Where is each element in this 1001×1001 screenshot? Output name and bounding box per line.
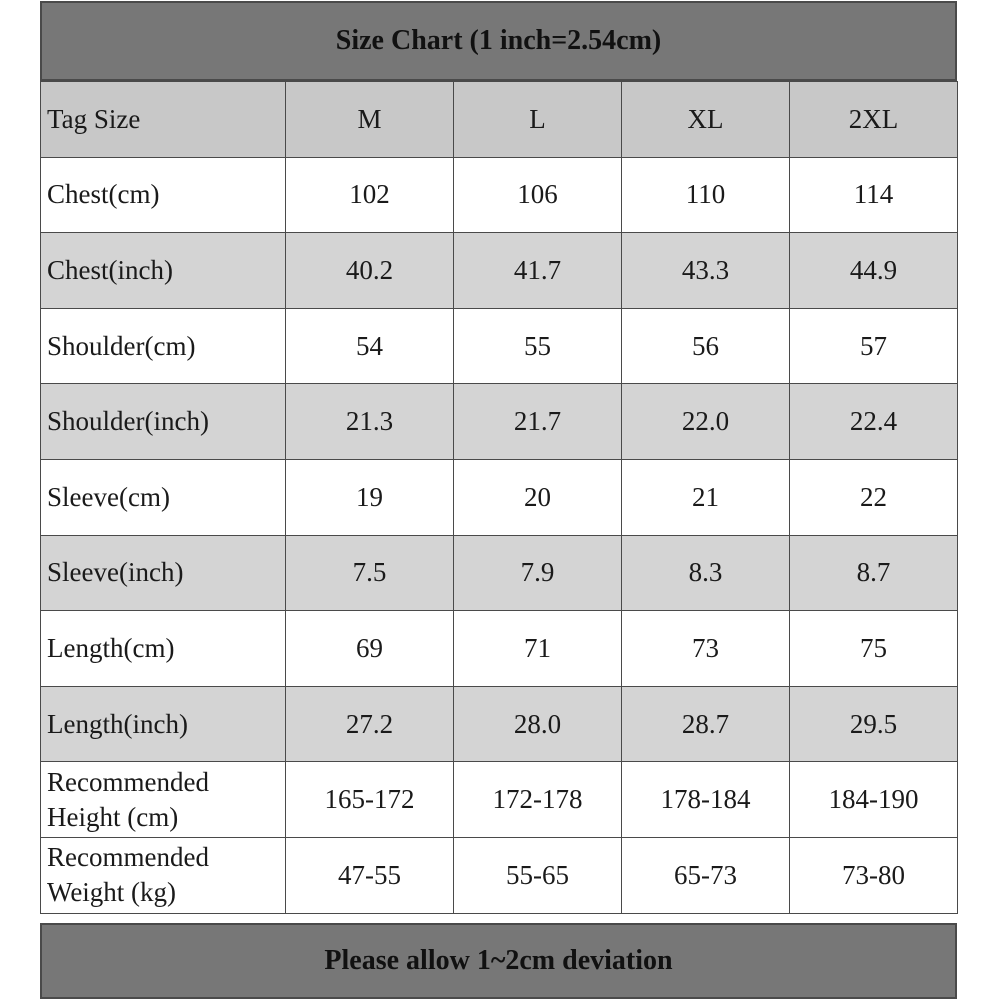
value-cell: 55-65 bbox=[454, 837, 622, 913]
value-cell: 21.7 bbox=[454, 384, 622, 460]
row-label: Length(inch) bbox=[41, 686, 286, 762]
value-cell: 54 bbox=[286, 308, 454, 384]
row-label: Chest(inch) bbox=[41, 233, 286, 309]
value-cell: 8.3 bbox=[622, 535, 790, 611]
row-label: Shoulder(inch) bbox=[41, 384, 286, 460]
value-cell: 29.5 bbox=[790, 686, 958, 762]
chart-title: Size Chart (1 inch=2.54cm) bbox=[40, 1, 957, 81]
row-label: Length(cm) bbox=[41, 611, 286, 687]
row-label: Chest(cm) bbox=[41, 157, 286, 233]
value-cell: 44.9 bbox=[790, 233, 958, 309]
value-cell: 47-55 bbox=[286, 837, 454, 913]
table-row bbox=[41, 384, 958, 460]
value-cell: 22.0 bbox=[622, 384, 790, 460]
size-chart bbox=[40, 1, 957, 999]
value-cell: 40.2 bbox=[286, 233, 454, 309]
value-cell: 43.3 bbox=[622, 233, 790, 309]
header-label-cell: Tag Size bbox=[41, 82, 286, 158]
value-cell: 165-172 bbox=[286, 762, 454, 838]
value-cell: 8.7 bbox=[790, 535, 958, 611]
value-cell: 172-178 bbox=[454, 762, 622, 838]
row-label: Sleeve(cm) bbox=[41, 459, 286, 535]
value-cell: 20 bbox=[454, 459, 622, 535]
size-header-cell: M bbox=[286, 82, 454, 158]
value-cell: 56 bbox=[622, 308, 790, 384]
size-header-cell: 2XL bbox=[790, 82, 958, 158]
value-cell: 102 bbox=[286, 157, 454, 233]
table-row bbox=[41, 308, 958, 384]
deviation-note: Please allow 1~2cm deviation bbox=[40, 923, 957, 999]
value-cell: 178-184 bbox=[622, 762, 790, 838]
value-cell: 110 bbox=[622, 157, 790, 233]
header-row bbox=[41, 82, 958, 158]
value-cell: 71 bbox=[454, 611, 622, 687]
row-label: Recommended Weight (kg) bbox=[41, 837, 286, 913]
table-row bbox=[41, 611, 958, 687]
table-row bbox=[41, 837, 958, 913]
value-cell: 19 bbox=[286, 459, 454, 535]
value-cell: 106 bbox=[454, 157, 622, 233]
value-cell: 55 bbox=[454, 308, 622, 384]
size-header-cell: L bbox=[454, 82, 622, 158]
value-cell: 75 bbox=[790, 611, 958, 687]
table-row bbox=[41, 233, 958, 309]
table-row bbox=[41, 686, 958, 762]
value-cell: 28.0 bbox=[454, 686, 622, 762]
size-table bbox=[40, 81, 958, 914]
value-cell: 22.4 bbox=[790, 384, 958, 460]
value-cell: 114 bbox=[790, 157, 958, 233]
row-label: Shoulder(cm) bbox=[41, 308, 286, 384]
value-cell: 21.3 bbox=[286, 384, 454, 460]
size-table-body bbox=[41, 82, 958, 914]
size-header-cell: XL bbox=[622, 82, 790, 158]
table-row bbox=[41, 459, 958, 535]
value-cell: 73 bbox=[622, 611, 790, 687]
value-cell: 7.5 bbox=[286, 535, 454, 611]
row-label: Sleeve(inch) bbox=[41, 535, 286, 611]
value-cell: 28.7 bbox=[622, 686, 790, 762]
table-row bbox=[41, 535, 958, 611]
value-cell: 7.9 bbox=[454, 535, 622, 611]
table-row bbox=[41, 762, 958, 838]
value-cell: 27.2 bbox=[286, 686, 454, 762]
value-cell: 41.7 bbox=[454, 233, 622, 309]
value-cell: 57 bbox=[790, 308, 958, 384]
value-cell: 21 bbox=[622, 459, 790, 535]
value-cell: 184-190 bbox=[790, 762, 958, 838]
value-cell: 73-80 bbox=[790, 837, 958, 913]
value-cell: 22 bbox=[790, 459, 958, 535]
value-cell: 65-73 bbox=[622, 837, 790, 913]
value-cell: 69 bbox=[286, 611, 454, 687]
row-label: Recommended Height (cm) bbox=[41, 762, 286, 838]
table-row bbox=[41, 157, 958, 233]
